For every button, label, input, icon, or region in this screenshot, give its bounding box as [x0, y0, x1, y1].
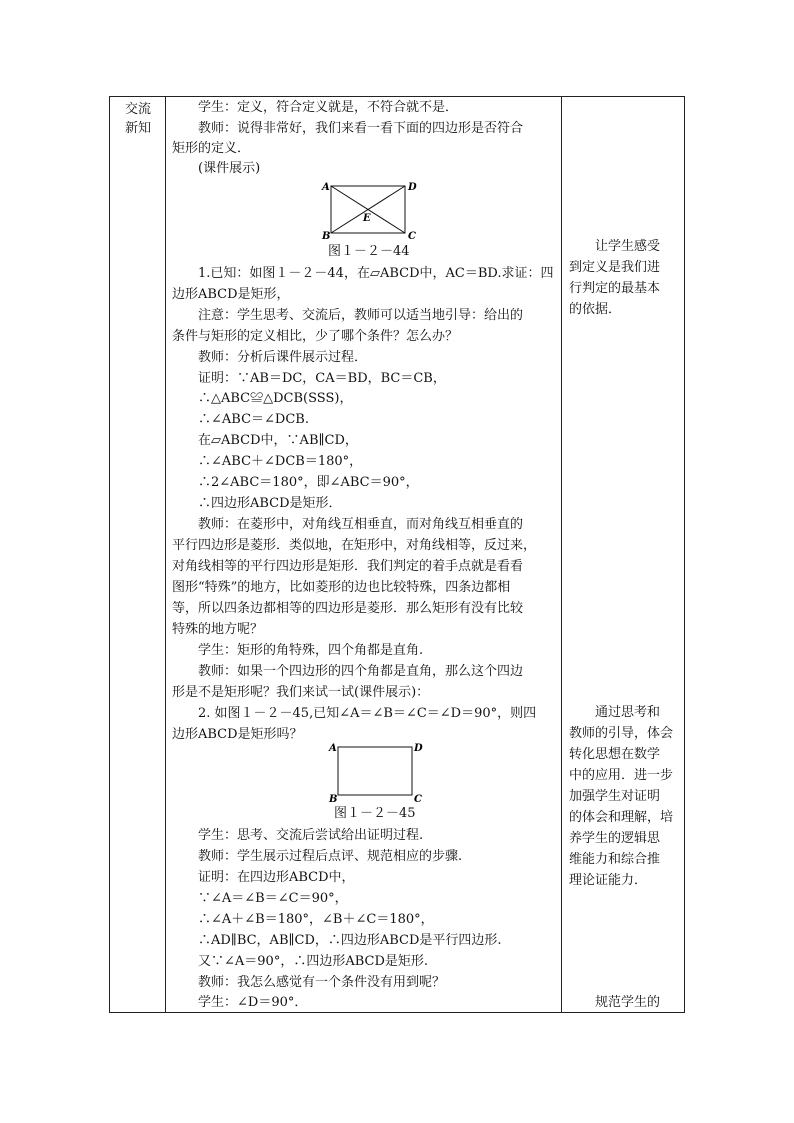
text-line: 矩形的定义．	[172, 141, 251, 156]
column-divider	[561, 97, 562, 1012]
text-line: 教师：学生展示过程后点评、规范相应的步骤.	[172, 849, 463, 864]
vertex-label-d: D	[408, 182, 417, 193]
text-line: 图形“特殊”的地方，比如菱形的边也比较特殊，四条边都相	[172, 580, 511, 595]
remark-line: 维能力和综合推	[569, 852, 661, 867]
text-line: ∴2∠ABC＝180°，即∠ABC＝90°，	[172, 475, 419, 490]
vertex-label-b: B	[329, 794, 338, 805]
text-line: 学生：矩形的角特殊，四个角都是直角.	[172, 643, 424, 658]
lesson-table	[109, 96, 685, 1013]
text-line: ∵∠A＝∠B＝∠C＝90°，	[172, 891, 348, 906]
text-line: 教师：分析后课件展示过程．	[172, 350, 368, 365]
remark-line: 规范学生的	[569, 995, 661, 1010]
vertex-label-b: B	[322, 231, 331, 242]
figure-rectangle-diagonals	[316, 181, 416, 241]
text-line: 教师：我怎么感觉有一个条件没有用到呢？	[172, 975, 446, 990]
remark-line: 理论证能力．	[569, 873, 648, 888]
vertex-label-d: D	[414, 743, 423, 754]
stage-label-line: 交流	[124, 102, 151, 117]
stage-label-line: 新知	[124, 121, 151, 136]
text-line: 边形ABCD是矩形吗？	[172, 727, 303, 742]
text-line: 平行四边形是菱形．类似地，在矩形中，对角线相等，反过来，	[172, 538, 537, 553]
vertex-label-a: A	[322, 182, 330, 193]
figure-caption: 图１－２－45	[334, 806, 416, 821]
text-line: ∴四边形ABCD是矩形．	[172, 496, 342, 511]
text-line: 学生：∠D＝90°．	[172, 995, 308, 1010]
text-line: 条件与矩形的定义相比，少了哪个条件？怎么办？	[172, 329, 459, 344]
remark-line: 的体会和理解，培	[569, 810, 674, 825]
remark-line: 通过思考和	[569, 705, 661, 720]
rectangle-outline	[338, 747, 412, 795]
text-line: 边形ABCD是矩形，	[172, 287, 290, 302]
remark-line: 转化思想在数学	[569, 747, 661, 762]
text-line: ∴∠ABC＋∠DCB＝180°，	[172, 454, 363, 469]
remark-line: 教师的引导，体会	[569, 726, 674, 741]
text-line: 学生：思考、交流后尝试给出证明过程.	[172, 828, 424, 843]
stage-label	[110, 97, 166, 138]
text-line: 注意：学生思考、交流后，教师可以适当地引导：给出的	[172, 308, 524, 323]
vertex-label-a: A	[329, 743, 337, 754]
remark-line: 到定义是我们进	[569, 260, 661, 275]
text-line: 学生：定义，符合定义就是，不符合就不是．	[172, 100, 459, 115]
remark-line: 让学生感受	[569, 239, 661, 254]
remark-line: 加强学生对证明	[569, 789, 661, 804]
intersection-label-e: E	[363, 213, 371, 224]
column-divider	[165, 97, 166, 1012]
remark-line: 的依据．	[569, 302, 622, 317]
remark-line: 中的应用．进一步	[569, 768, 674, 783]
text-line: (课件展示)	[172, 161, 261, 176]
remark-line: 养学生的逻辑思	[569, 831, 661, 846]
text-line: 等，所以四条边都相等的四边形是菱形．那么矩形有没有比较	[172, 601, 524, 616]
vertex-label-c: C	[414, 794, 422, 805]
text-line: ∴AD∥BC，AB∥CD，∴四边形ABCD是平行四边形.	[172, 933, 502, 948]
text-line: 教师：在菱形中，对角线互相垂直，而对角线互相垂直的	[172, 517, 524, 532]
remark-line: 行判定的最基本	[569, 281, 661, 296]
text-line: 教师：如果一个四边形的四个角都是直角，那么这个四边	[172, 664, 524, 679]
text-line: 对角线相等的平行四边形是矩形．我们判定的着手点就是看看	[172, 559, 524, 574]
text-line: ∴∠A＋∠B＝180°，∠B＋∠C＝180°，	[172, 912, 434, 927]
text-line: 特殊的地方呢？	[172, 622, 264, 637]
text-line: 证明：在四边形ABCD中，	[172, 870, 355, 885]
text-line: 教师：说得非常好，我们来看一看下面的四边形是否符合	[172, 121, 524, 136]
text-line: 1.已知：如图１－２－44，在▱ABCD中，AC＝BD.求证：四	[172, 266, 554, 281]
text-line: ∴∠ABC＝∠DCB.	[172, 412, 309, 427]
figure-rectangle	[320, 740, 423, 806]
text-line: ∴△ABC≌△DCB(SSS)，	[172, 391, 353, 406]
text-line: 2. 如图１－２－45,已知∠A＝∠B＝∠C＝∠D＝90°，则四	[172, 706, 537, 721]
vertex-label-c: C	[408, 231, 416, 242]
text-line: 形是不是矩形呢？我们来试一试(课件展示)：	[172, 685, 430, 700]
text-line: 证明：∵AB＝DC，CA＝BD，BC＝CB，	[172, 371, 446, 386]
figure-caption: 图１－２－44	[328, 244, 410, 259]
text-line: 又∵∠A＝90°，∴四边形ABCD是矩形.	[172, 954, 429, 969]
text-line: 在▱ABCD中，∵AB∥CD，	[172, 433, 358, 448]
